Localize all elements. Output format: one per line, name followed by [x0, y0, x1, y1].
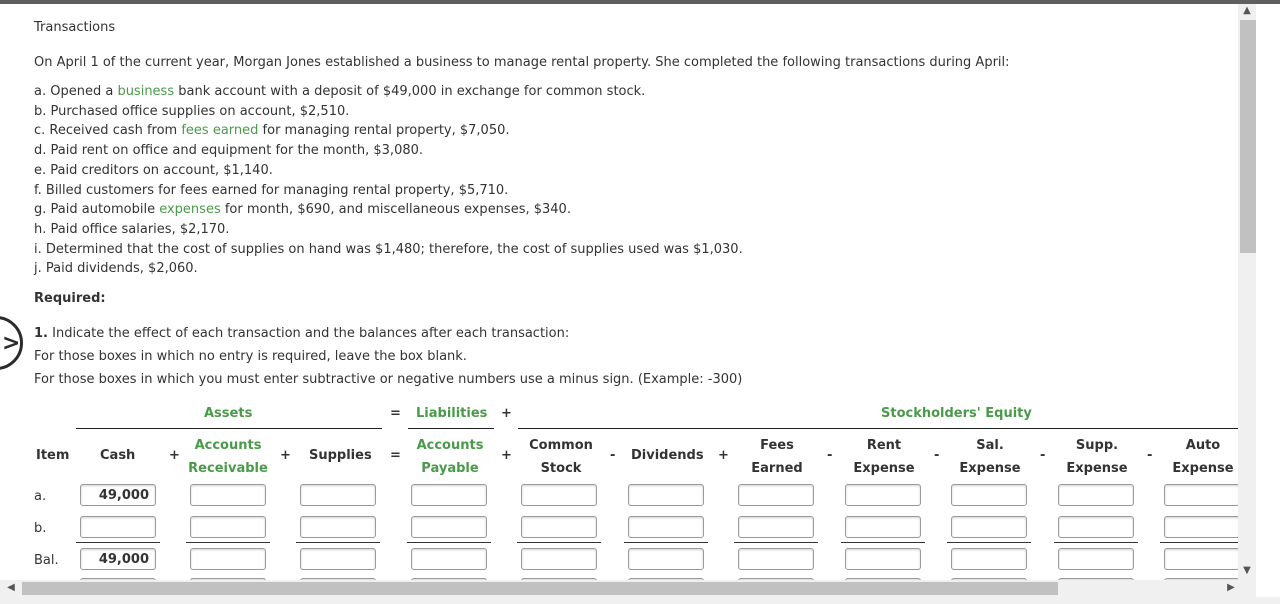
input-b-common-stock[interactable] — [521, 516, 597, 538]
col-rent-expense: Rent Expense — [853, 438, 915, 476]
scroll-up-icon[interactable]: ▲ — [1243, 5, 1251, 16]
row-label-a: a. — [34, 489, 47, 504]
liabilities-underline — [408, 428, 494, 429]
transaction-i: i. Determined that the cost of supplies on hand was $1,480; therefore, the cost of supplies used was $1,030. — [34, 241, 743, 257]
total-rule-cs — [517, 542, 601, 543]
scroll-right-icon[interactable]: ▶ — [1227, 582, 1235, 593]
transaction-b: b. Purchased office supplies on account, $2,510. — [34, 103, 350, 119]
input-a-salaries-expense[interactable] — [951, 484, 1027, 506]
transaction-g: g. Paid automobile expenses for month, $690, and miscellaneous expenses, $340. — [34, 202, 571, 218]
col-salaries-expense: Sal. Expense — [959, 438, 1021, 476]
equity-header: Stockholders' Equity — [881, 406, 1032, 421]
col-accounts-receivable: Accounts Receivable — [188, 438, 268, 476]
col-auto-expense: Auto Expense — [1172, 438, 1234, 476]
equation-plus: + — [501, 406, 512, 421]
instruction-blank: For those boxes in which no entry is required, leave the box blank. — [34, 349, 467, 364]
liabilities-header: Liabilities — [416, 406, 488, 421]
col-cash: Cash — [100, 448, 136, 463]
input-bal-accounts-receivable[interactable] — [190, 548, 266, 570]
input-b-cash[interactable] — [80, 516, 156, 538]
glossary-link-business[interactable]: business — [117, 84, 175, 99]
input-bal-salaries-expense[interactable] — [951, 548, 1027, 570]
total-rule-ap — [407, 542, 491, 543]
equation-equals: = — [390, 406, 401, 421]
instruction-1: 1. Indicate the effect of each transaction and the balances after each transaction: — [34, 326, 570, 341]
input-bal-common-stock[interactable] — [521, 548, 597, 570]
row-label-bal: Bal. — [34, 553, 59, 568]
input-bal-supplies[interactable] — [300, 548, 376, 570]
input-a-fees-earned[interactable] — [738, 484, 814, 506]
input-a-auto-expense[interactable] — [1164, 484, 1238, 506]
input-bal-supplies-expense[interactable] — [1058, 548, 1134, 570]
transaction-e: e. Paid creditors on account, $1,140. — [34, 162, 273, 178]
col-dividends: Dividends — [631, 448, 704, 463]
input-b-accounts-receivable[interactable] — [190, 516, 266, 538]
col-supplies-expense: Supp. Expense — [1066, 438, 1128, 476]
col-fees-earned: Fees Earned — [751, 438, 803, 476]
input-a-common-stock[interactable] — [521, 484, 597, 506]
total-rule-auto — [1160, 542, 1238, 543]
total-rule-rent — [841, 542, 925, 543]
input-a-supplies-expense[interactable] — [1058, 484, 1134, 506]
input-b-auto-expense[interactable] — [1164, 516, 1238, 538]
input-bal-rent-expense[interactable] — [845, 548, 921, 570]
glossary-link-expenses[interactable]: expenses — [159, 202, 221, 218]
total-rule-sal — [947, 542, 1031, 543]
transactions-list — [34, 82, 743, 279]
input-b-accounts-payable[interactable] — [411, 516, 487, 538]
input-a-accounts-receivable[interactable] — [190, 484, 266, 506]
input-bal-cash[interactable]: 49,000 — [80, 548, 156, 570]
required-label: Required: — [34, 291, 106, 306]
col-supplies: Supplies — [309, 448, 372, 463]
instruction-minus: For those boxes in which you must enter subtractive or negative numbers use a minus sign. (Example: -300) — [34, 372, 743, 387]
transaction-j: j. Paid dividends, $2,060. — [34, 261, 198, 277]
chevron-right-icon: > — [2, 331, 21, 356]
total-rule-cash — [76, 542, 160, 543]
scroll-down-icon[interactable]: ▼ — [1243, 565, 1251, 576]
bottom-strip — [0, 597, 1280, 604]
input-a-cash[interactable]: 49,000 — [80, 484, 156, 506]
input-a-accounts-payable[interactable] — [411, 484, 487, 506]
input-bal-fees-earned[interactable] — [738, 548, 814, 570]
page-title: Transactions — [34, 20, 116, 35]
col-item: Item — [36, 448, 70, 463]
right-gutter — [1256, 4, 1280, 604]
transaction-a: a. Opened a business bank account with a deposit of $49,000 in exchange for common stock. — [34, 84, 646, 99]
assets-header: Assets — [204, 406, 253, 421]
input-b-supplies-expense[interactable] — [1058, 516, 1134, 538]
assets-underline — [76, 428, 382, 429]
col-common-stock: Common Stock — [529, 438, 593, 476]
input-b-rent-expense[interactable] — [845, 516, 921, 538]
input-bal-accounts-payable[interactable] — [411, 548, 487, 570]
input-b-dividends[interactable] — [628, 516, 704, 538]
content-viewport: Transactions On April 1 of the current year, Morgan Jones established a business to manage rental property. She completed the following transactions during April: a. Opened a business bank account with a deposit of $49,000 in exchange for common stock. b. Purchased office supplies on account, $2,510. c. Received cash from fees earned for managing rental property, $7,050. d. Paid rent on office and equipment for the month, $3,080. e. Paid creditors on account, $1,140. f. Billed customers for fees earned for managing rental property, $5,710. g. Paid automobile expenses for month, $690, and miscellaneous expenses, $340. h. Paid office salaries, $2,170. i. Determined that the cost of supplies on hand was $1,480; therefore, the cost of supplies used was $1,030. j. Paid dividends, $2,060. Required: 1. Indicate the effect of each transaction and the balances after each transaction: For those boxes in which no entry is required, leave the box blank. For those boxes in which you must enter subtractive or negative numbers use a minus sign. (Example: -300) Assets = Liabilities + Stockholders' Equity Item Cash + Accounts Receivable + Supplies = Accounts Payable + Common Stock - Dividends + Fees Earned - Rent Expense - Sal. Expense - Supp. Expense - Auto Expense a. b. Bal. 49,000 49,000 — [0, 4, 1238, 580]
intro-text: On April 1 of the current year, Morgan Jones established a business to manage rental property. She completed the following transactions during April: — [34, 55, 1010, 70]
input-bal-auto-expense[interactable] — [1164, 548, 1238, 570]
total-rule-ar — [186, 542, 270, 543]
input-a-dividends[interactable] — [628, 484, 704, 506]
total-rule-supp — [1054, 542, 1138, 543]
row-label-b: b. — [34, 521, 47, 536]
input-b-supplies[interactable] — [300, 516, 376, 538]
input-a-rent-expense[interactable] — [845, 484, 921, 506]
input-b-fees-earned[interactable] — [738, 516, 814, 538]
transaction-h: h. Paid office salaries, $2,170. — [34, 221, 230, 237]
input-a-supplies[interactable] — [300, 484, 376, 506]
glossary-link-fees-earned[interactable]: fees earned — [181, 123, 259, 139]
transaction-d: d. Paid rent on office and equipment for the month, $3,080. — [34, 143, 424, 159]
total-rule-dividends — [624, 542, 708, 543]
total-rule-fees — [734, 542, 818, 543]
total-rule-supplies — [296, 542, 380, 543]
horizontal-scroll-thumb[interactable] — [22, 582, 1058, 595]
scroll-left-icon[interactable]: ◀ — [7, 582, 15, 593]
equity-underline — [518, 428, 1238, 429]
col-accounts-payable: Accounts Payable — [416, 438, 484, 476]
transaction-c: c. Received cash from fees earned for managing rental property, $7,050. — [34, 123, 510, 139]
transaction-f: f. Billed customers for fees earned for managing rental property, $5,710. — [34, 182, 509, 198]
vertical-scroll-thumb[interactable] — [1240, 20, 1256, 253]
input-bal-dividends[interactable] — [628, 548, 704, 570]
input-b-salaries-expense[interactable] — [951, 516, 1027, 538]
